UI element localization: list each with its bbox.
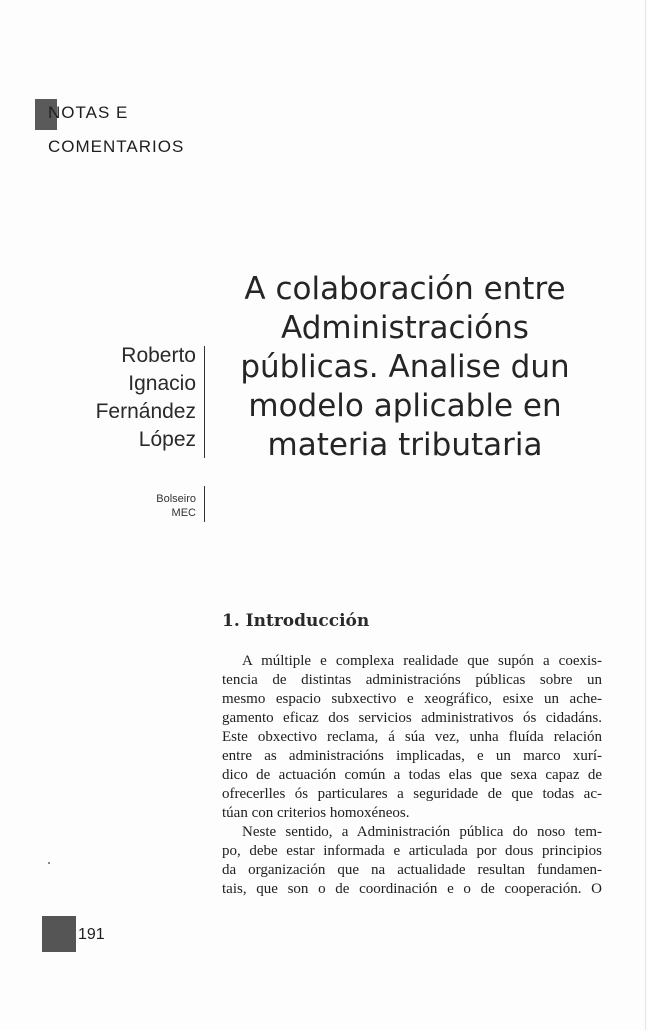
section-label-line2: COMENTARIOS xyxy=(48,137,185,156)
text-line: A múltiple e complexa realidade que supón a coexis- xyxy=(242,653,602,669)
title-line: A colaboración entre xyxy=(244,271,566,307)
text-line: mesmo espacio subxectivo e xeográfico, esixe un ache- xyxy=(222,691,602,707)
author-divider xyxy=(204,346,205,458)
text-line: tais, que son o de coordinación e o de cooperación. O xyxy=(222,881,602,897)
text-line: gamento eficaz dos servicios administrativos ós cidadáns. xyxy=(222,710,602,726)
text-line: entre as administracións implicadas, e un marco xurí- xyxy=(222,748,602,764)
affiliation-line: MEC xyxy=(171,507,196,519)
text-line: dico de actuación común a todas elas que sexa capaz de xyxy=(222,767,602,783)
title-line: públicas. Analise dun xyxy=(240,349,570,385)
author-line: López xyxy=(138,428,196,451)
paragraph xyxy=(222,652,602,823)
text-line: po, debe estar informada e articulada por dous principios xyxy=(222,843,602,859)
text-line: tencia de distintas administracións públicas sobre un xyxy=(222,672,602,688)
title-line: Administracións xyxy=(281,310,529,346)
author-line: Ignacio xyxy=(128,372,196,395)
title-line: materia tributaria xyxy=(267,427,543,463)
affiliation-line: Bolseiro xyxy=(156,493,196,505)
article-title xyxy=(226,270,584,465)
paragraph xyxy=(222,823,602,899)
page-edge xyxy=(645,0,646,1030)
text-line: ofrecerlles ós particulares a seguridade de que todas ac- xyxy=(222,786,602,802)
page-number: 191 xyxy=(78,926,105,943)
page-number-marker xyxy=(42,916,76,952)
print-speck xyxy=(48,862,50,864)
section-heading: 1. Introducción xyxy=(222,611,370,631)
affiliation-divider xyxy=(204,486,205,522)
author-name xyxy=(60,342,196,454)
text-line: túan con criterios homoxéneos. xyxy=(222,805,410,821)
section-label-line1: NOTAS E xyxy=(48,103,129,122)
text-line: da organización que na actualidade resultan fundamen- xyxy=(222,862,602,878)
text-line: Neste sentido, a Administración pública do noso tem- xyxy=(242,824,602,840)
author-affiliation xyxy=(120,492,196,520)
author-line: Roberto xyxy=(121,344,196,367)
text-line: Este obxectivo reclama, á súa vez, unha fluída relación xyxy=(222,729,602,745)
title-line: modelo aplicable en xyxy=(248,388,562,424)
author-line: Fernández xyxy=(95,400,196,423)
article-body xyxy=(222,652,602,899)
